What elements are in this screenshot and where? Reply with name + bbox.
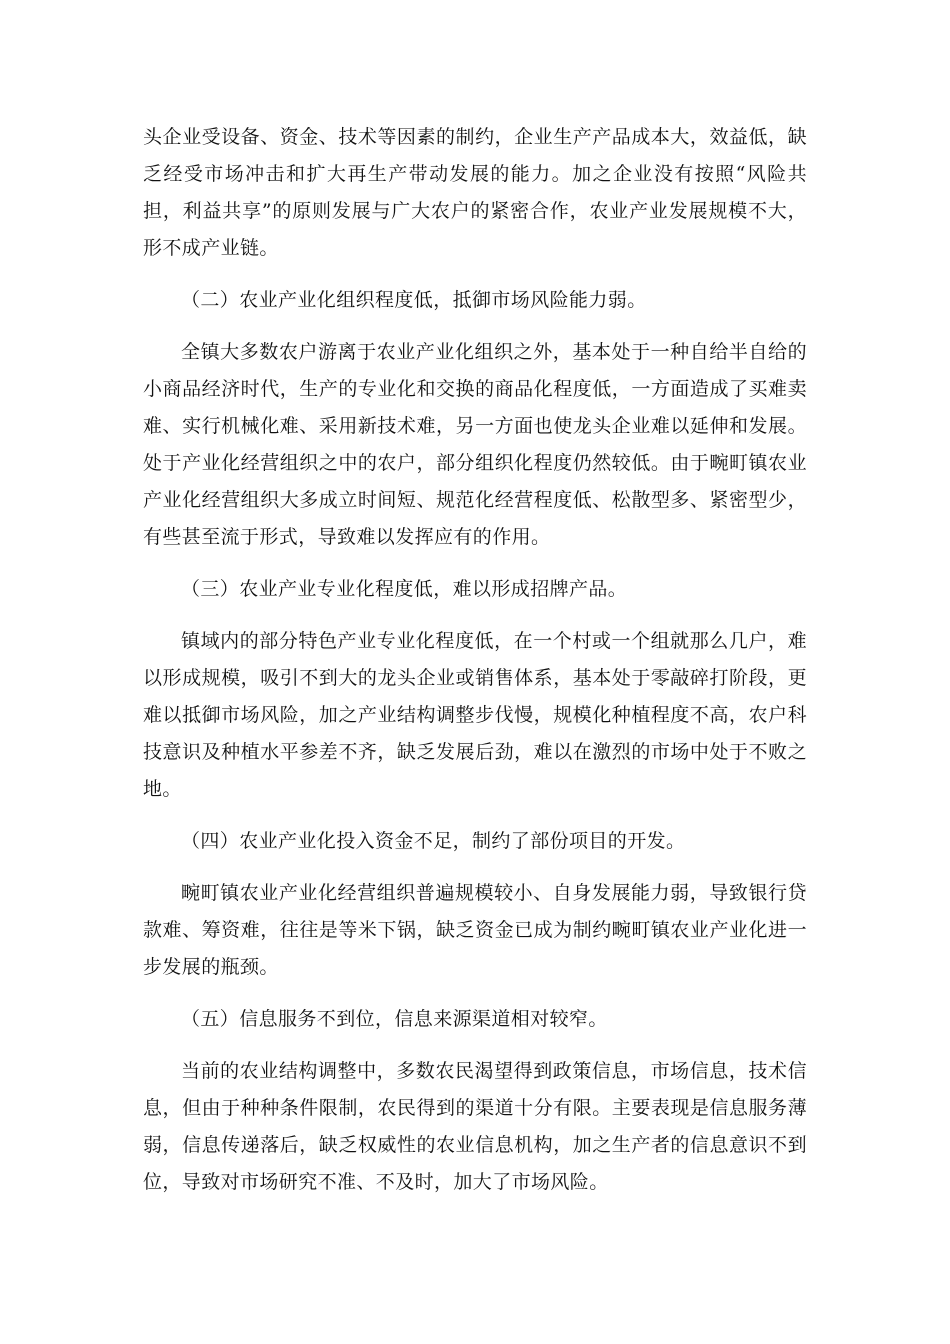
document-body: [143, 119, 807, 1216]
paragraph-information: 当前的农业结构调整中，多数农民渴望得到政策信息，市场信息，技术信息，但由于种种条件限制，农民得到的渠道十分有限。主要表现是信息服务薄弱，信息传递落后，缺乏权威性的农业信息机构，加之生产者的信息意识不到位，导致对市场研究不准、不及时，加大了市场风险。: [143, 1060, 807, 1193]
paragraph-specialization: 镇域内的部分特色产业专业化程度低，在一个村或一个组就那么几户，难以形成规模，吸引不到大的龙头企业或销售体系，基本处于零敲碎打阶段，更难以抵御市场风险，加之产业结构调整步伐慢，规模化种植程度不高，农户科技意识及种植水平参差不齐，缺乏发展后劲，难以在激烈的市场中处于不败之地。: [143, 630, 807, 800]
section-heading-4: （四）农业产业化投入资金不足，制约了部份项目的开发。: [181, 830, 686, 852]
paragraph-organization: 全镇大多数农户游离于农业产业化组织之外，基本处于一种自给半自给的小商品经济时代，生产的专业化和交换的商品化程度低，一方面造成了买难卖难、实行机械化难、采用新技术难，另一方面也使龙头企业难以延伸和发展。处于产业化经营组织之中的农户，部分组织化程度仍然较低。由于畹町镇农业产业化经营组织大多成立时间短、规范化经营程度低、松散型多、紧密型少，有些甚至流于形式，导致难以发挥应有的作用。: [143, 341, 807, 548]
paragraph-funding: 畹町镇农业产业化经营组织普遍规模较小、自身发展能力弱，导致银行贷款难、筹资难，往往是等米下锅，缺乏资金已成为制约畹町镇农业产业化进一步发展的瓶颈。: [143, 882, 807, 978]
section-heading-5: （五）信息服务不到位，信息来源渠道相对较窄。: [181, 1008, 608, 1030]
paragraph-continuation: 头企业受设备、资金、技术等因素的制约，企业生产产品成本大，效益低，缺乏经受市场冲击和扩大再生产带动发展的能力。加之企业没有按照“风险共担，利益共享”的原则发展与广大农户的紧密合作，农业产业发展规模不大，形不成产业链。: [143, 126, 807, 259]
section-heading-3: （三）农业产业专业化程度低，难以形成招牌产品。: [181, 578, 628, 600]
section-heading-2: （二）农业产业化组织程度低，抵御市场风险能力弱。: [181, 289, 647, 311]
